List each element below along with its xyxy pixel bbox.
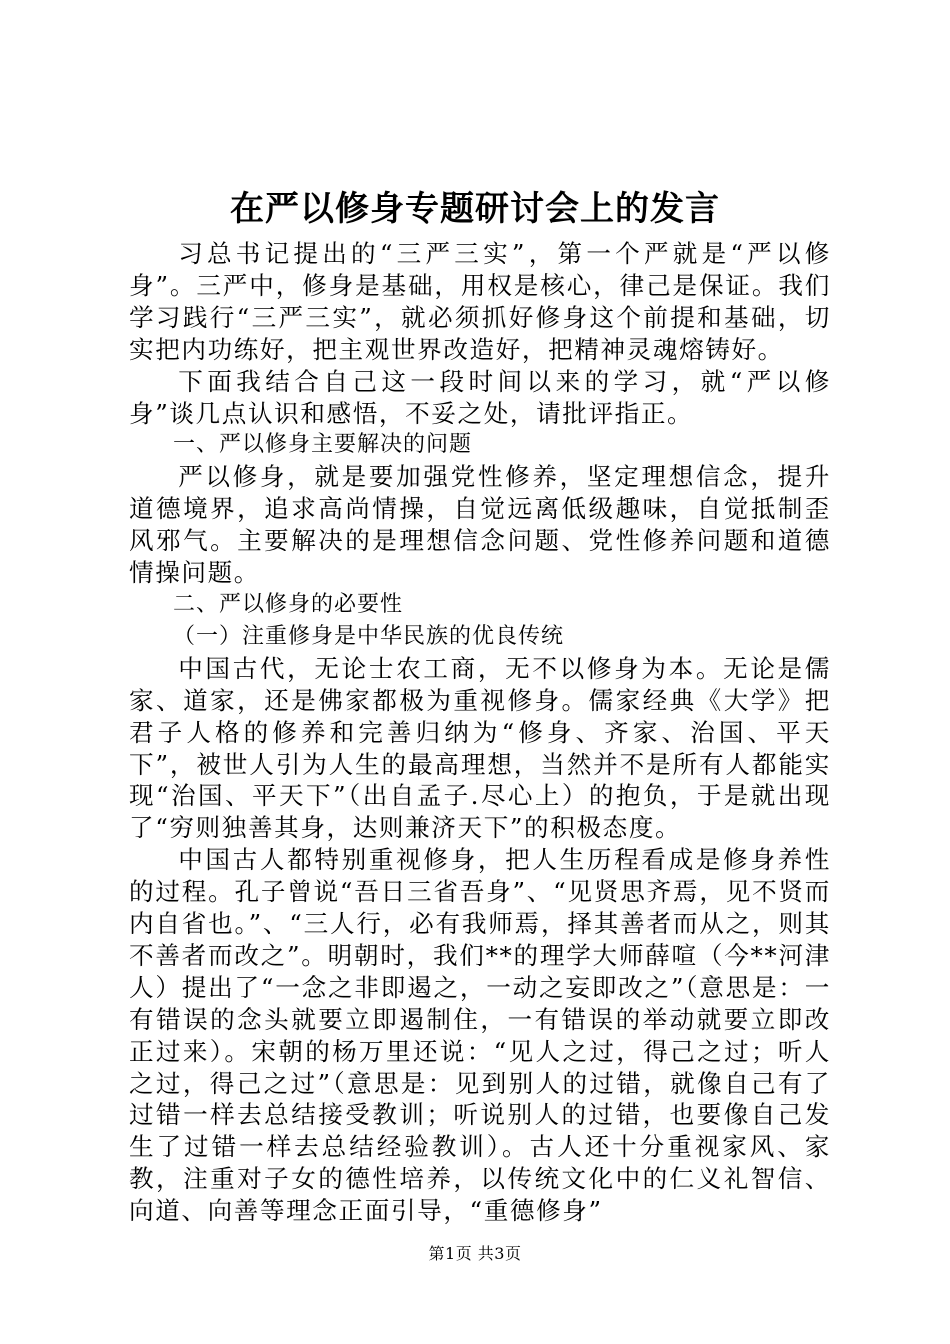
section-heading: 二、严以修身的必要性 — [173, 591, 404, 617]
paragraph: 中国古人都特别重视修身，把人生历程看成是修身养性的过程。孔子曾说“吾日三省吾身”、“见贤思齐焉，见不贤而内自省也。”、“三人行，必有我师焉，择其善者而从之，则其不善者而改之”。明朝时，我们**的理学大师薛喧（今**河津人）提出了“一念之非即遏之，一动之妄即改之”（意思是：一有错误的念头就要立即遏制住，一有错误的举动就要立即改正过来）。宋朝的杨万里还说：“见人之过，得己之过；听人之过，得己之过”（意思是：见到别人的过错，就像自己有了过错一样去总结接受教训；听说别人的过错，也要像自己发生了过错一样去总结经验教训）。古人还十分重视家风、家教，注重对子女的德性培养，以传统文化中的仁义礼智信、向道、向善等理念正面引导，“重德修身” — [129, 845, 831, 1226]
paragraph: 中国古代，无论士农工商，无不以修身为本。无论是儒家、道家，还是佛家都极为重视修身。儒家经典《大学》把君子人格的修养和完善归纳为“修身、齐家、治国、平天下”，被世人引为人生的最高理想，当然并不是所有人都能实现“治国、平天下”（出自孟子.尽心上）的抱负，于是就出现了“穷则独善其身，达则兼济天下”的积极态度。 — [129, 653, 831, 843]
subsection-heading: （一）注重修身是中华民族的优良传统 — [173, 623, 565, 649]
document-title: 在严以修身专题研讨会上的发言 — [230, 189, 720, 229]
paragraph: 下面我结合自己这一段时间以来的学习，就“严以修身”谈几点认识和感悟，不妥之处，请批评指正。 — [129, 366, 831, 428]
page-footer: 第1页 共3页 — [428, 1244, 522, 1263]
paragraph: 习总书记提出的“三严三实”，第一个严就是“严以修身”。三严中，修身是基础，用权是核心，律己是保证。我们学习践行“三严三实”，就必须抓好修身这个前提和基础，切实把内功练好，把主观世界改造好，把精神灵魂熔铸好。 — [129, 239, 831, 364]
section-heading: 一、严以修身主要解决的问题 — [173, 432, 473, 458]
paragraph: 严以修身，就是要加强党性修养，坚定理想信念，提升道德境界，追求高尚情操，自觉远离低级趣味，自觉抵制歪风邪气。主要解决的是理想信念问题、党性修养问题和道德情操问题。 — [129, 462, 831, 588]
document-body — [129, 238, 831, 1227]
